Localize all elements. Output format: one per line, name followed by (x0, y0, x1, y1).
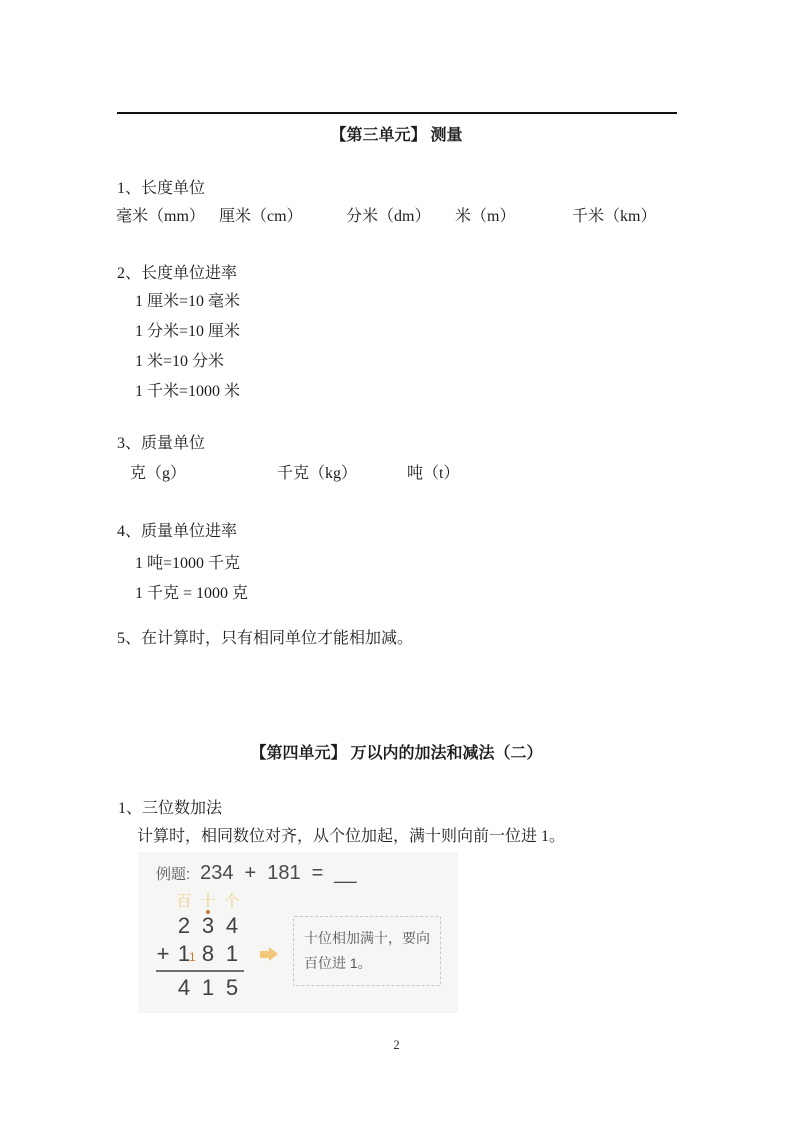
example-title (156, 862, 357, 885)
addend-row-2 (154, 942, 244, 966)
unit4-title: 【第四单元】 万以内的加法和减法（二） (250, 745, 543, 762)
digit: 4 (177, 975, 191, 1000)
unit3-title: 【第三单元】 测量 (330, 127, 463, 144)
carry-note-line2: 百位进 1。 (304, 955, 372, 971)
carry-digit: 1 (189, 950, 196, 964)
column-addition (154, 894, 248, 1002)
calc-note-line: 5、在计算时，只有相同单位才能相加减。 (117, 630, 414, 647)
addition-rule-line: 计算时，相同数位对齐，从个位加起，满十则向前一位进 1。 (137, 828, 566, 845)
spacer (154, 914, 172, 938)
digit: 8 (201, 941, 215, 966)
rate-line: 1 米=10 分米 (135, 353, 225, 370)
unit-label: 千克（kg） (277, 465, 358, 482)
place-header-ones: 个 (224, 893, 240, 910)
digit: 3 (201, 913, 215, 938)
rate-line: 1 分米=10 厘米 (135, 323, 241, 340)
unit-label: 分米（dm） (346, 208, 431, 225)
arrow-right-icon (260, 947, 278, 961)
mass-units-row (0, 460, 793, 482)
place-value-headers (172, 894, 244, 910)
expression-equals: = (311, 862, 324, 884)
length-rates-heading: 2、长度单位进率 (117, 265, 238, 282)
unit-label: 吨（t） (407, 465, 460, 482)
digit: 4 (225, 913, 239, 938)
place-header-tens: 十 (200, 893, 216, 910)
addition-heading: 1、三位数加法 (118, 800, 223, 817)
mass-units-heading: 3、质量单位 (117, 435, 206, 452)
example-expression (200, 862, 356, 885)
length-units-row (0, 203, 793, 225)
page-number: 2 (393, 1037, 400, 1052)
sum-row (154, 976, 244, 1000)
plus-sign: + (156, 941, 170, 966)
sum-rule-line (156, 970, 244, 972)
carry-note (293, 916, 441, 986)
expression-operator: + (244, 862, 257, 884)
unit-label: 米（m） (455, 208, 516, 225)
digit: 1 (201, 975, 215, 1000)
example-figure (138, 852, 458, 1013)
digit: 1 (177, 941, 191, 966)
digit: 2 (177, 913, 191, 938)
length-units-heading: 1、长度单位 (117, 180, 206, 197)
unit-label: 毫米（mm） (116, 208, 205, 225)
expression-operand: 181 (267, 862, 301, 884)
unit-label: 千米（km） (572, 208, 657, 225)
unit-label: 厘米（cm） (219, 208, 303, 225)
place-header-hundreds: 百 (176, 893, 192, 910)
rate-line: 1 千米=1000 米 (135, 383, 241, 400)
mass-rates-heading: 4、质量单位进率 (117, 523, 238, 540)
arrow-bar (260, 951, 269, 958)
header-rule (117, 112, 677, 114)
expression-operand: 234 (200, 862, 234, 884)
rate-line: 1 吨=1000 千克 (135, 555, 241, 572)
carry-note-line1: 十位相加满十，要向 (304, 930, 430, 946)
rate-line: 1 厘米=10 毫米 (135, 293, 241, 310)
spacer (154, 976, 172, 1000)
digit: 1 (225, 941, 239, 966)
example-prompt-label: 例题: (156, 866, 191, 883)
arrow-head (269, 947, 278, 961)
unit-label: 克（g） (130, 465, 187, 482)
expression-blank: __ (334, 862, 357, 884)
addend-row-1 (154, 914, 244, 938)
rate-line: 1 千克 = 1000 克 (135, 585, 249, 602)
digit: 5 (225, 975, 239, 1000)
